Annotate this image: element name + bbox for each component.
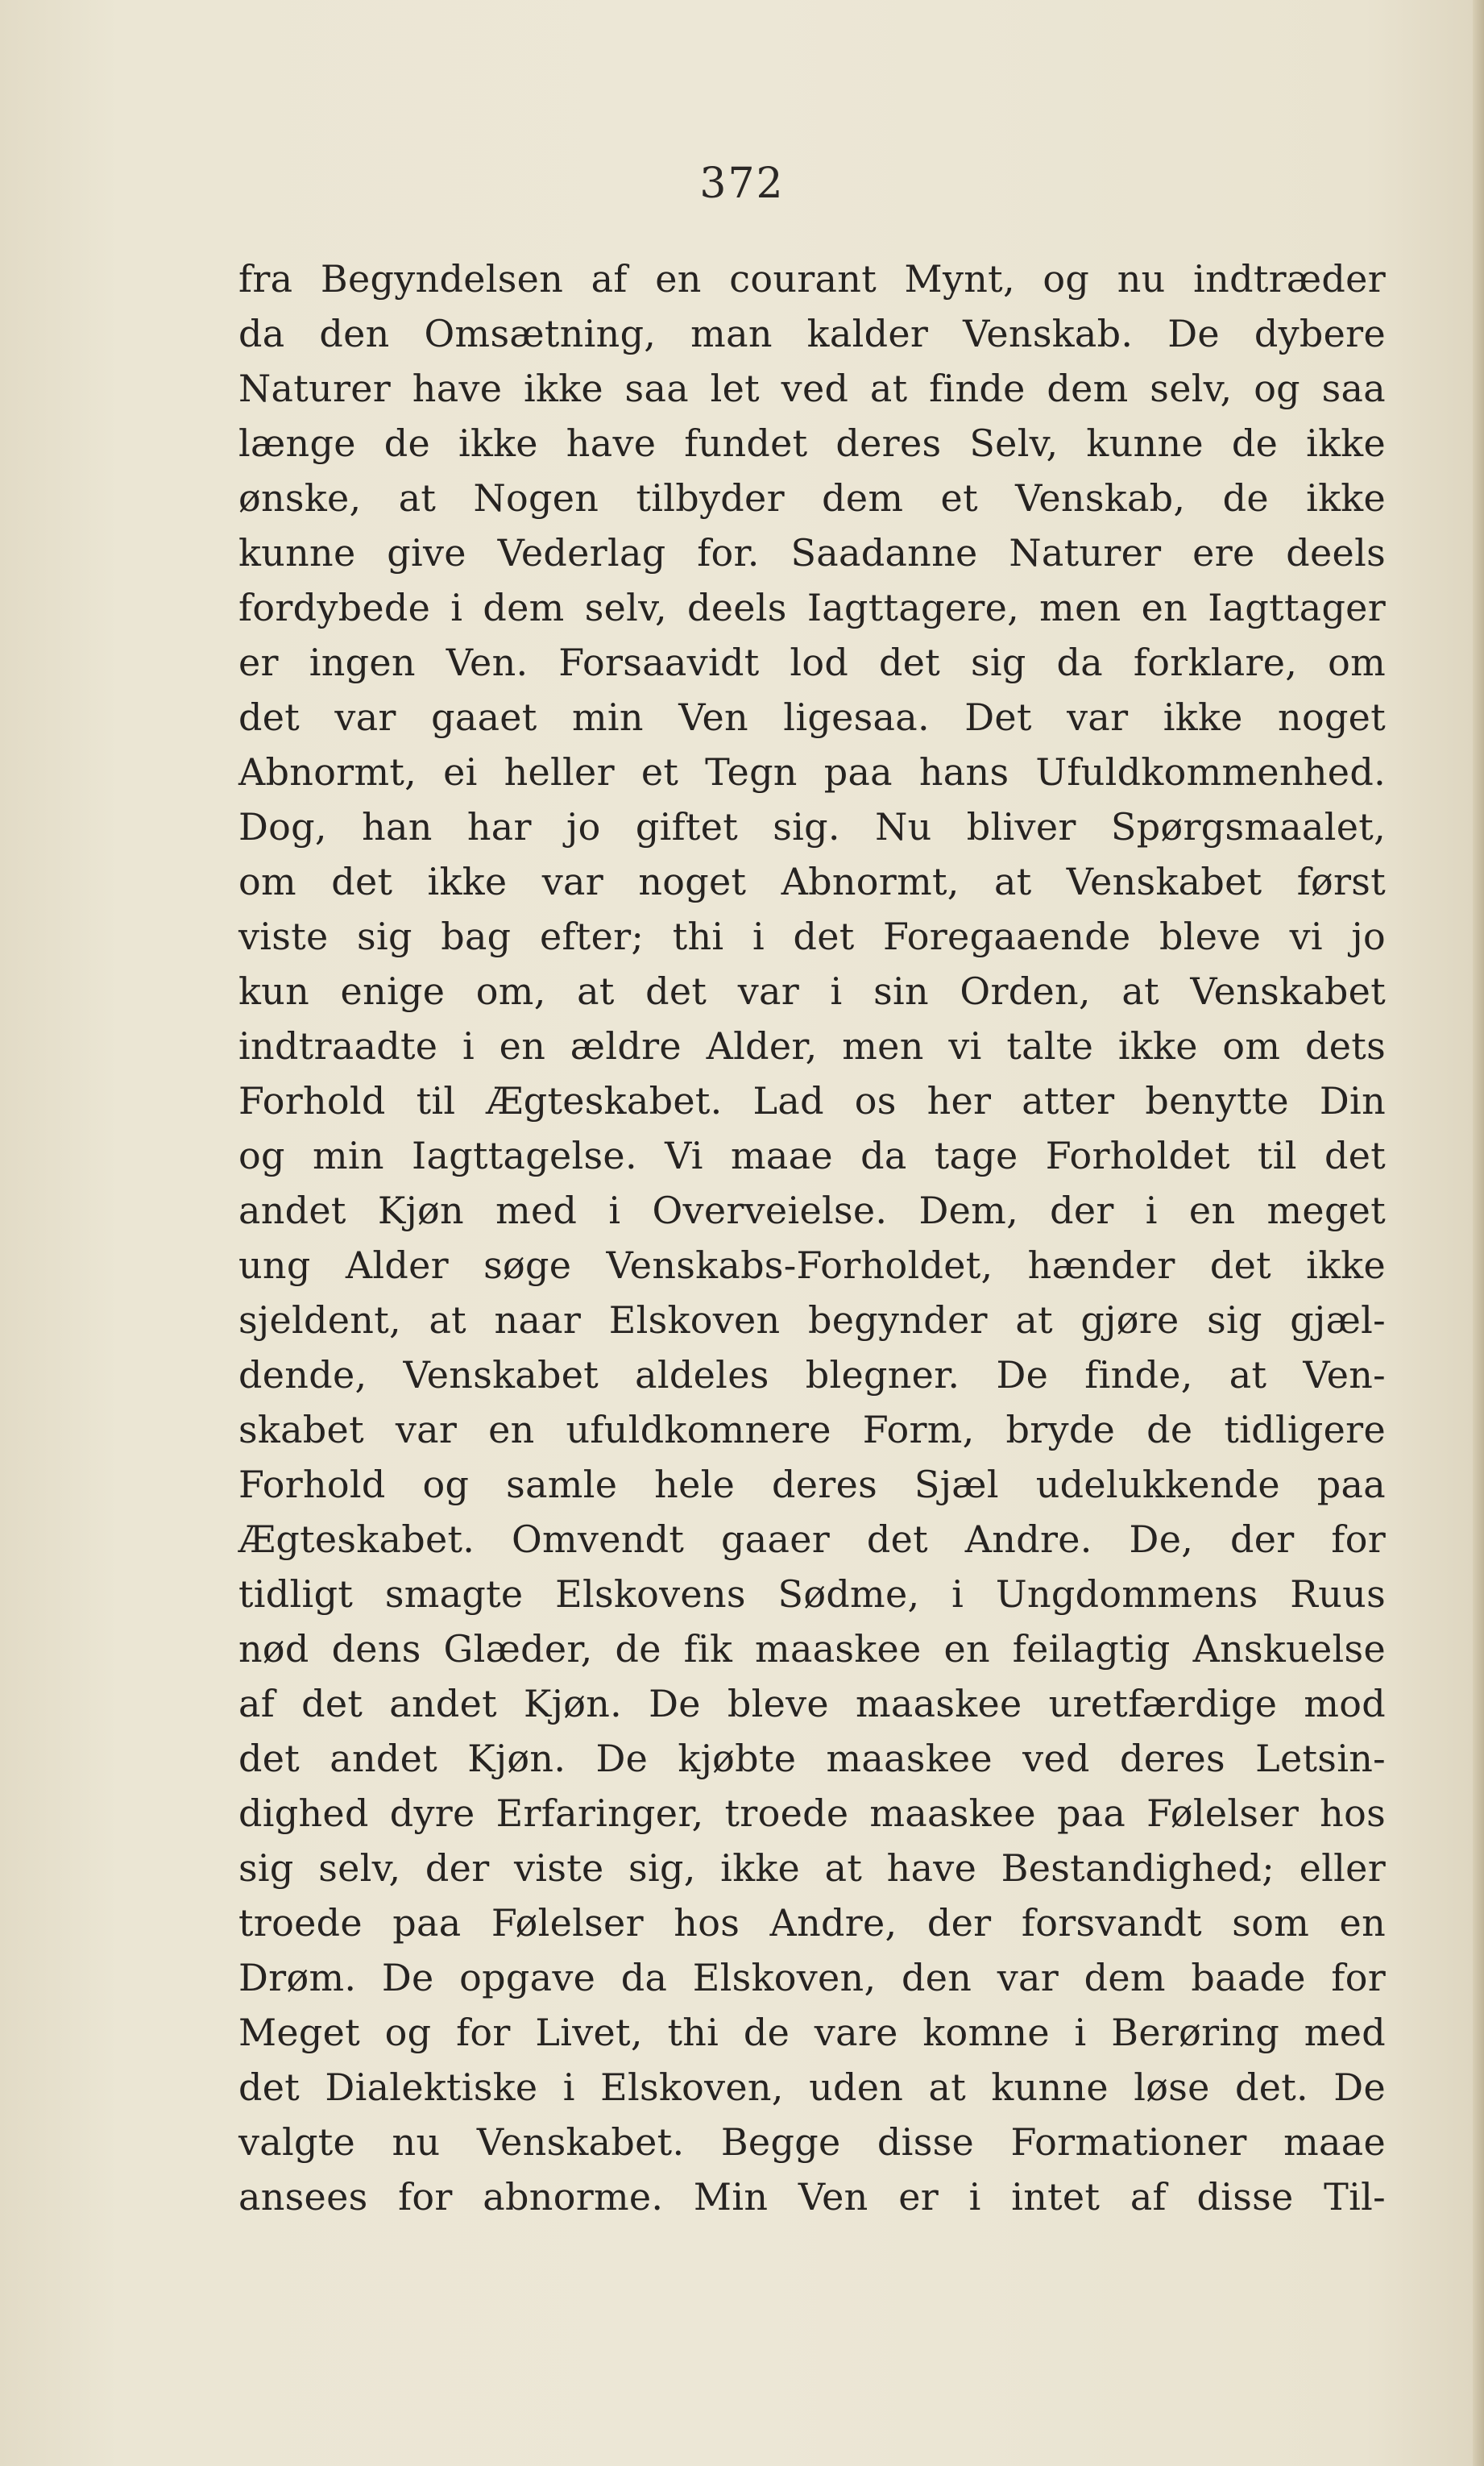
text-line: Meget og for Livet, thi de vare komne i Berøring med <box>238 2011 1386 2054</box>
text-line: af det andet Kjøn. De bleve maaskee uretfærdige mod <box>238 1682 1386 1725</box>
text-line: viste sig bag efter; thi i det Foregaaende bleve vi jo <box>238 915 1386 958</box>
text-line: ønske, at Nogen tilbyder dem et Venskab, de ikke <box>238 476 1386 520</box>
body-text <box>238 251 1386 2224</box>
text-line: sig selv, der viste sig, ikke at have Bestandighed; eller <box>238 1846 1386 1890</box>
text-line: og min Iagttagelse. Vi maae da tage Forholdet til det <box>238 1134 1386 1177</box>
text-line: om det ikke var noget Abnormt, at Venskabet først <box>238 860 1386 903</box>
text-line: er ingen Ven. Forsaavidt lod det sig da forklare, om <box>238 641 1386 684</box>
text-line: nød dens Glæder, de fik maaskee en feilagtig Anskuelse <box>238 1627 1386 1671</box>
text-line: kun enige om, at det var i sin Orden, at Venskabet <box>238 969 1386 1013</box>
text-line: ansees for abnorme. Min Ven er i intet af disse Til- <box>238 2175 1386 2219</box>
text-line: Ægteskabet. Omvendt gaaer det Andre. De, der for <box>238 1517 1386 1561</box>
text-line: dende, Venskabet aldeles blegner. De finde, at Ven- <box>238 1353 1386 1397</box>
text-line: sjeldent, at naar Elskoven begynder at gjøre sig gjæl- <box>238 1298 1386 1342</box>
text-line: fra Begyndelsen af en courant Mynt, og nu indtræder <box>238 257 1386 301</box>
text-line: indtraadte i en ældre Alder, men vi talte ikke om dets <box>238 1024 1386 1068</box>
text-line: dighed dyre Erfaringer, troede maaskee paa Følelser hos <box>238 1791 1386 1835</box>
text-line: ung Alder søge Venskabs-Forholdet, hænder det ikke <box>238 1243 1386 1287</box>
page-number: 372 <box>699 160 785 208</box>
text-line: længe de ikke have fundet deres Selv, kunne de ikke <box>238 421 1386 465</box>
text-line: det Dialektiske i Elskoven, uden at kunne løse det. De <box>238 2065 1386 2109</box>
text-line: tidligt smagte Elskovens Sødme, i Ungdommens Ruus <box>238 1572 1386 1616</box>
text-line: troede paa Følelser hos Andre, der forsvandt som en <box>238 1901 1386 1945</box>
text-line: fordybede i dem selv, deels Iagttagere, men en Iagttager <box>238 586 1386 629</box>
text-line: det andet Kjøn. De kjøbte maaskee ved deres Letsin- <box>238 1737 1386 1780</box>
text-line: skabet var en ufuldkomnere Form, bryde de tidligere <box>238 1408 1386 1451</box>
text-line: Dog, han har jo giftet sig. Nu bliver Spørgsmaalet, <box>238 805 1386 849</box>
text-line: andet Kjøn med i Overveielse. Dem, der i en meget <box>238 1189 1386 1232</box>
text-line: Abnormt, ei heller et Tegn paa hans Ufuldkommenhed. <box>238 750 1386 794</box>
text-line: da den Omsætning, man kalder Venskab. De dybere <box>238 312 1386 355</box>
text-line: Forhold til Ægteskabet. Lad os her atter benytte Din <box>238 1079 1386 1123</box>
text-line: valgte nu Venskabet. Begge disse Formationer maae <box>238 2120 1386 2164</box>
text-line: Drøm. De opgave da Elskoven, den var dem baade for <box>238 1956 1386 1999</box>
page-edge <box>1473 0 1484 2466</box>
text-line: kunne give Vederlag for. Saadanne Naturer ere deels <box>238 531 1386 575</box>
text-line: det var gaaet min Ven ligesaa. Det var ikke noget <box>238 695 1386 739</box>
text-line: Naturer have ikke saa let ved at finde dem selv, og saa <box>238 367 1386 410</box>
text-line: Forhold og samle hele deres Sjæl udelukkende paa <box>238 1463 1386 1506</box>
